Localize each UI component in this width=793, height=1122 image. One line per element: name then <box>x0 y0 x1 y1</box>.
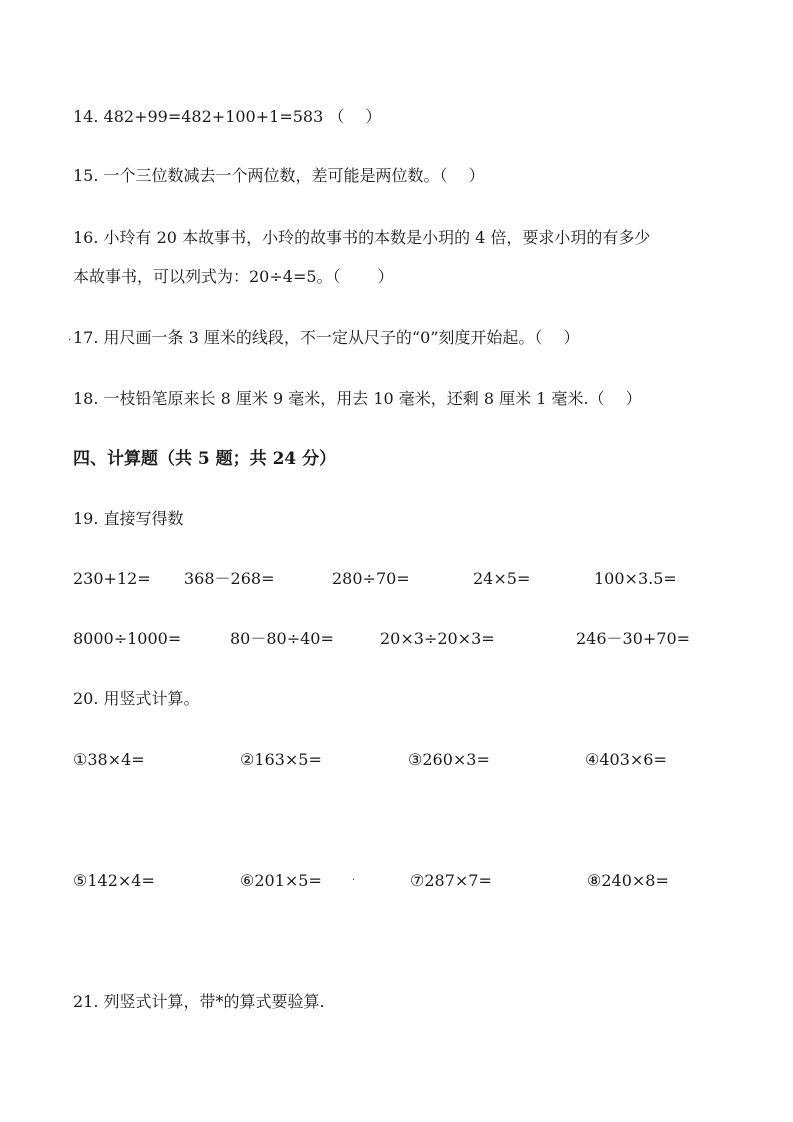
question-21-title: 21. 列竖式计算，带*的算式要验算. <box>73 992 325 1011</box>
vertical-calc-item: ①38×4= <box>73 750 145 769</box>
stray-dot: · <box>352 875 356 886</box>
question-16-line-2: 本故事书，可以列式为：20÷4=5。（ ） <box>73 267 394 286</box>
oral-calc-item: 8000÷1000= <box>73 629 182 648</box>
oral-calc-item: 20×3÷20×3= <box>380 629 495 648</box>
question-15: 15. 一个三位数减去一个两位数，差可能是两位数。（ ） <box>73 166 485 185</box>
question-18: 18. 一枝铅笔原来长 8 厘米 9 毫米，用去 10 毫米，还剩 8 厘米 1 毫米.（ ） <box>73 389 642 408</box>
oral-calc-item: 368－268= <box>184 569 275 588</box>
vertical-calc-item: ④403×6= <box>585 750 667 769</box>
oral-calc-item: 230+12= <box>73 569 151 588</box>
stray-dot: · <box>68 335 72 346</box>
question-16-line-1: 16. 小玲有 20 本故事书，小玲的故事书的本数是小玥的 4 倍，要求小玥的有多少 <box>73 228 651 247</box>
question-17: 17. 用尺画一条 3 厘米的线段，不一定从尺子的“0”刻度开始起。（ ） <box>73 328 580 347</box>
vertical-calc-item: ②163×5= <box>240 750 322 769</box>
vertical-calc-item: ⑤142×4= <box>73 871 155 890</box>
oral-calc-item: 24×5= <box>473 569 531 588</box>
section-heading: 四、计算题（共 5 题；共 24 分） <box>73 449 337 469</box>
vertical-calc-item: ③260×3= <box>408 750 490 769</box>
question-14: 14. 482+99=482+100+1=583 （ ） <box>73 107 382 126</box>
vertical-calc-item: ⑧240×8= <box>587 871 669 890</box>
oral-calc-item: 280÷70= <box>332 569 410 588</box>
vertical-calc-item: ⑦287×7= <box>410 871 492 890</box>
oral-calc-item: 80－80÷40= <box>230 629 334 648</box>
question-20-title: 20. 用竖式计算。 <box>73 689 200 708</box>
oral-calc-item: 100×3.5= <box>594 569 677 588</box>
question-19-title: 19. 直接写得数 <box>73 509 184 528</box>
oral-calc-item: 246－30+70= <box>576 629 691 648</box>
vertical-calc-item: ⑥201×5= <box>240 871 322 890</box>
